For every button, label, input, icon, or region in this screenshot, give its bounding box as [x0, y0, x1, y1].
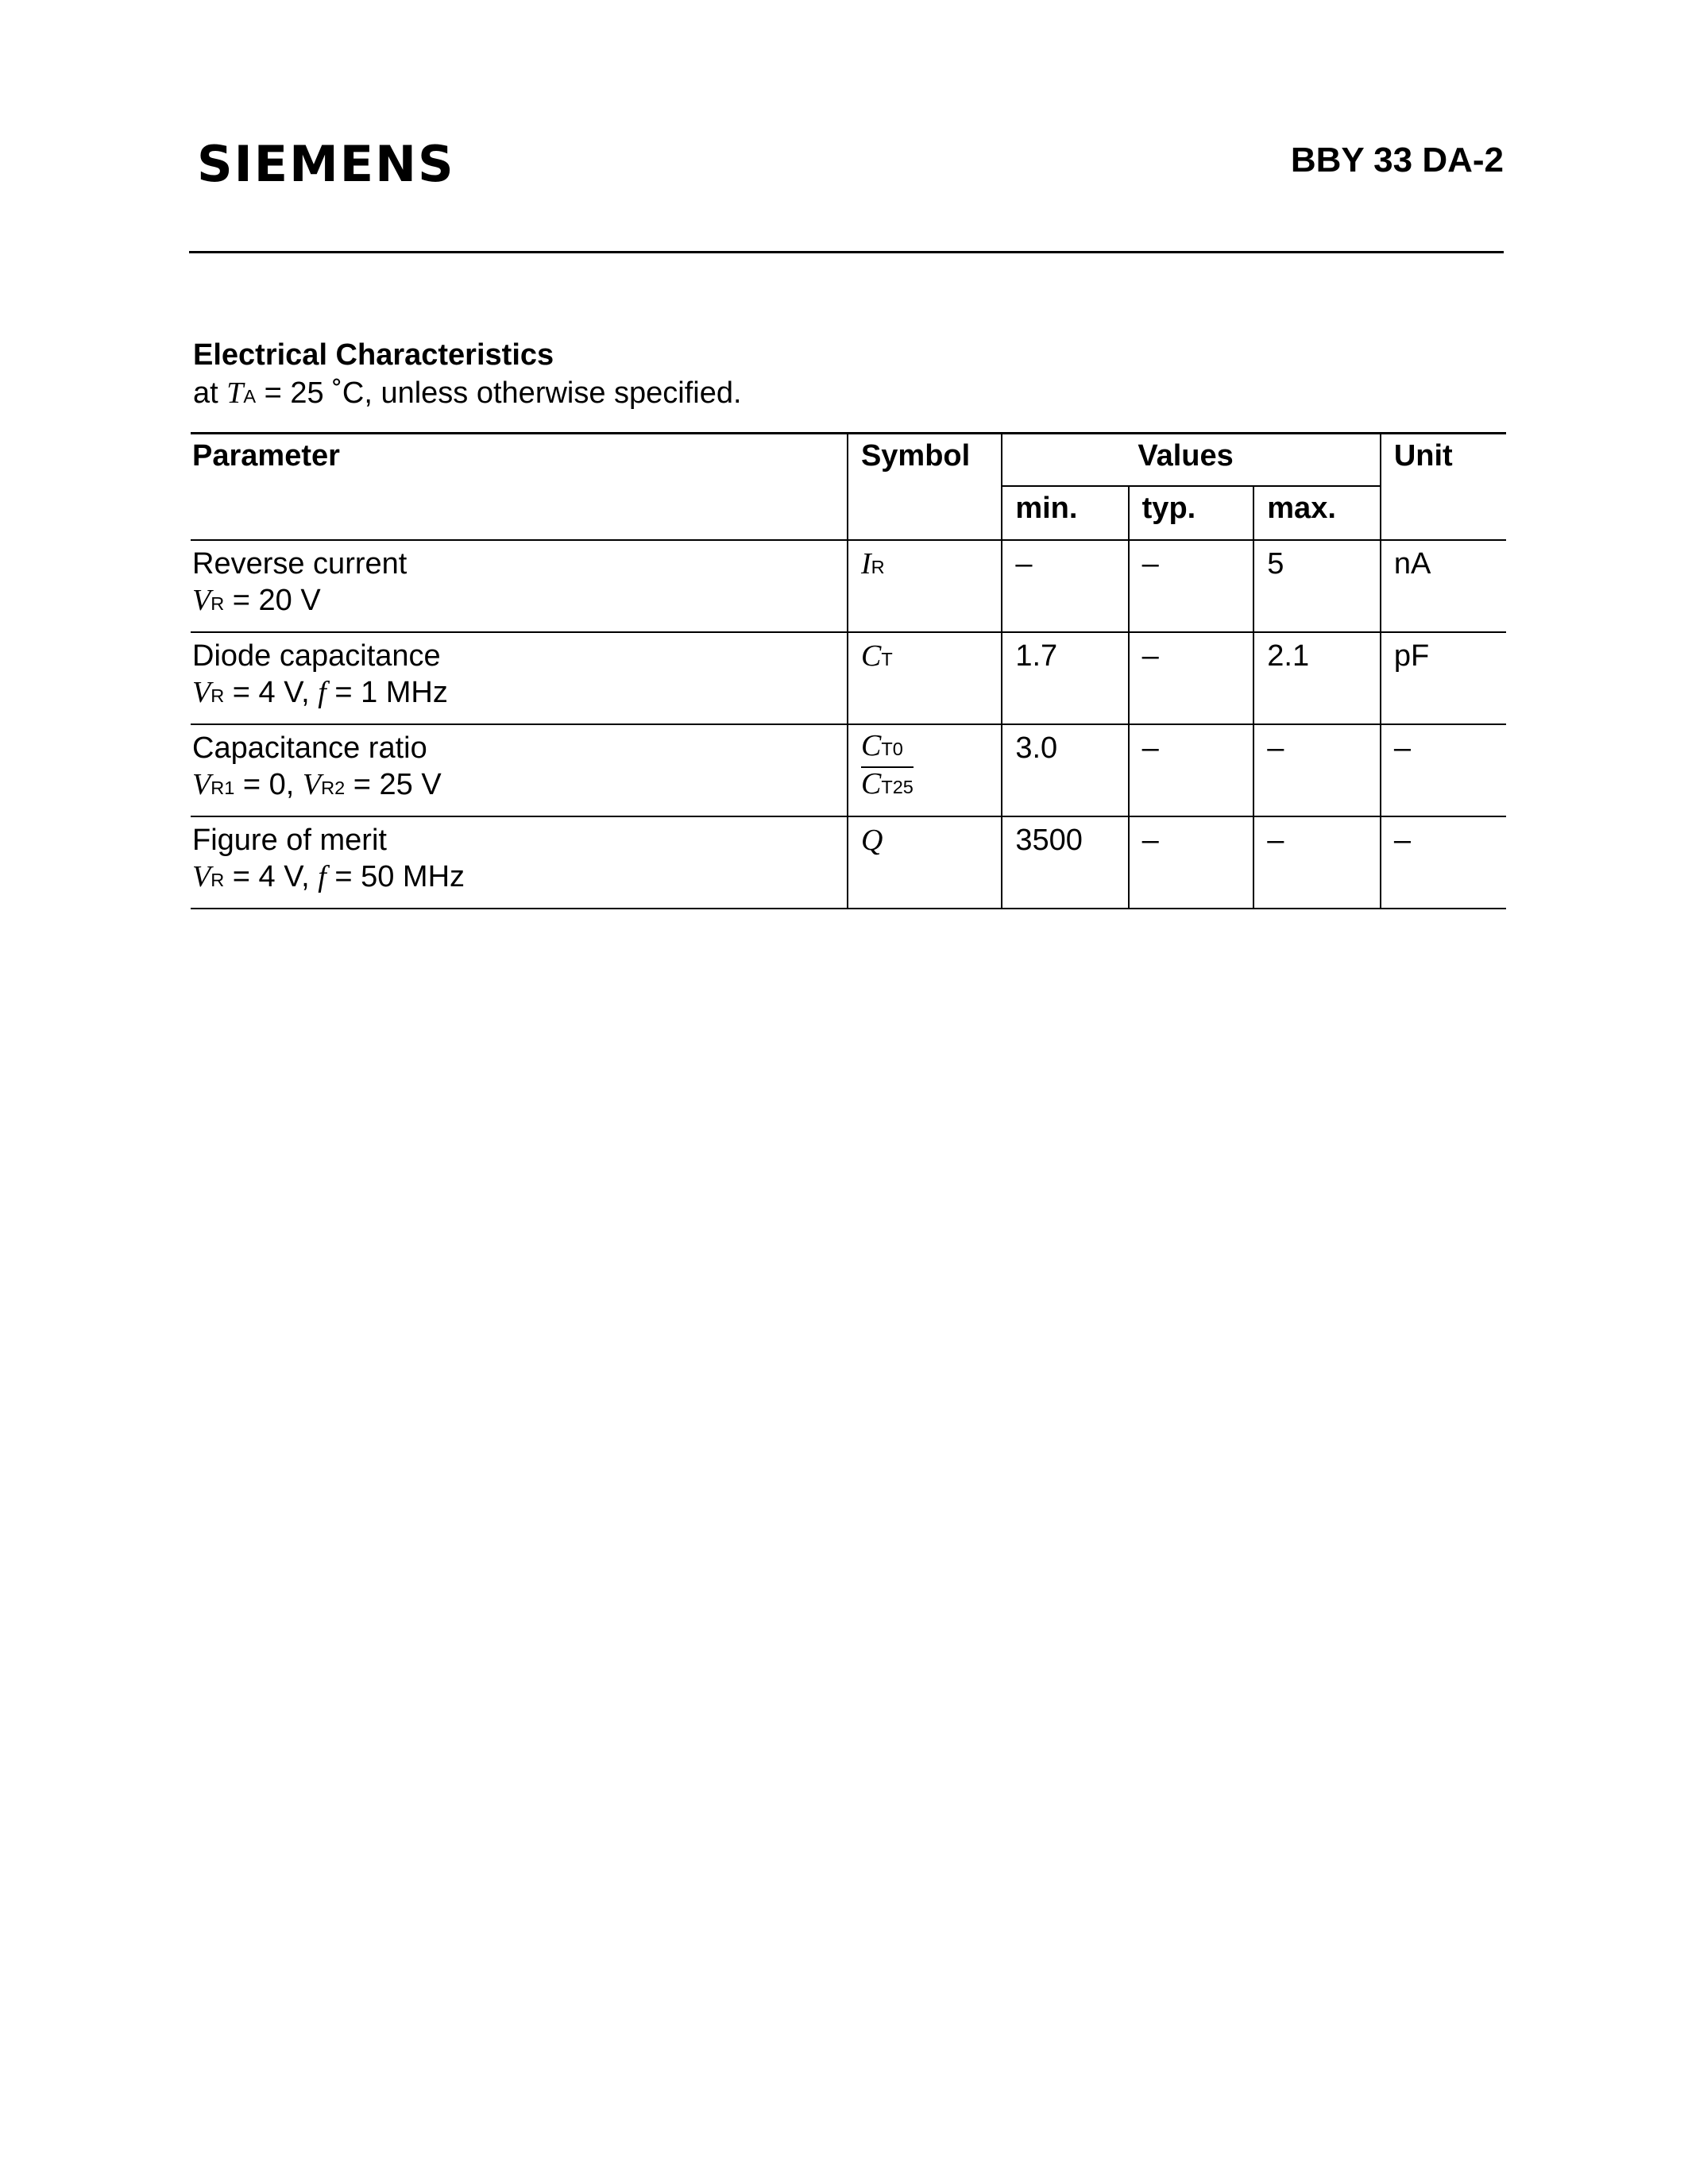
- symbol-subscript: T25: [881, 777, 914, 797]
- parameter-condition: [192, 582, 834, 622]
- symbol-fraction: [861, 730, 914, 803]
- min-cell: 3500: [1002, 816, 1128, 909]
- header-values: Values: [1002, 434, 1381, 487]
- parameter-cell: [191, 540, 848, 632]
- unit-cell: pF: [1381, 632, 1506, 724]
- symbol-cell: [848, 724, 1002, 816]
- parameter-name: Figure of merit: [192, 824, 387, 857]
- condition-text: = 25 V: [345, 768, 442, 801]
- condition-var: V: [302, 768, 322, 801]
- header-min: min.: [1002, 486, 1128, 540]
- table-header-row: [191, 434, 1506, 487]
- fraction-numerator: [861, 730, 914, 768]
- document-id: BBY 33 DA-2: [1290, 141, 1504, 179]
- symbol-var: Q: [860, 824, 883, 857]
- typ-cell: –: [1129, 724, 1254, 816]
- condition-var: V: [192, 860, 211, 893]
- table-row: [191, 632, 1506, 724]
- temperature-subscript: A: [243, 386, 257, 407]
- symbol-subscript: R: [871, 557, 885, 577]
- parameter-condition: [192, 859, 834, 898]
- condition-text: = 4 V,: [224, 860, 319, 893]
- section-title: Electrical Characteristics: [193, 338, 554, 372]
- symbol-cell: [848, 540, 1002, 632]
- symbol-var: C: [860, 639, 882, 673]
- symbol-cell: [848, 632, 1002, 724]
- condition-text: = 4 V,: [224, 676, 319, 709]
- parameter-name: Reverse current: [192, 547, 408, 581]
- parameter-name: Capacitance ratio: [192, 731, 427, 765]
- max-cell: 5: [1253, 540, 1381, 632]
- parameter-condition: [192, 674, 834, 714]
- conditions-prefix: at: [193, 376, 227, 410]
- header-max: max.: [1253, 486, 1381, 540]
- symbol-subscript: T0: [881, 739, 903, 759]
- max-cell: 2.1: [1253, 632, 1381, 724]
- symbol-var: C: [860, 767, 882, 801]
- temperature-var: T: [226, 376, 244, 410]
- header-typ: typ.: [1129, 486, 1254, 540]
- fraction-denominator: [861, 768, 914, 803]
- condition-text: = 1 MHz: [326, 676, 448, 709]
- unit-cell: nA: [1381, 540, 1506, 632]
- condition-var: f: [318, 860, 326, 893]
- parameter-condition: [192, 766, 834, 806]
- condition-subscript: R2: [321, 778, 346, 798]
- table-row: [191, 724, 1506, 816]
- typ-cell: –: [1129, 816, 1254, 909]
- condition-subscript: R1: [211, 778, 235, 798]
- max-cell: –: [1253, 816, 1381, 909]
- parameter-cell: [191, 724, 848, 816]
- header-parameter: Parameter: [191, 434, 848, 541]
- unit-cell: –: [1381, 724, 1506, 816]
- header-unit: Unit: [1381, 434, 1506, 541]
- condition-subscript: R: [211, 870, 225, 890]
- condition-text: = 20 V: [224, 584, 321, 617]
- parameter-name: Diode capacitance: [192, 639, 441, 673]
- min-cell: 1.7: [1002, 632, 1128, 724]
- siemens-logo: SIEMENS: [197, 135, 455, 193]
- table-row: [191, 540, 1506, 632]
- max-cell: –: [1253, 724, 1381, 816]
- condition-subscript: R: [211, 593, 225, 614]
- header-divider: [189, 251, 1504, 253]
- condition-var: f: [318, 676, 326, 709]
- symbol-cell: [848, 816, 1002, 909]
- section-conditions: [193, 378, 742, 408]
- conditions-suffix: = 25 ˚C, unless otherwise specified.: [256, 376, 742, 410]
- header-symbol: Symbol: [848, 434, 1002, 541]
- condition-var: V: [192, 676, 211, 709]
- temperature-symbol: [226, 376, 256, 410]
- typ-cell: –: [1129, 540, 1254, 632]
- condition-subscript: R: [211, 685, 225, 706]
- typ-cell: –: [1129, 632, 1254, 724]
- electrical-characteristics-table: [191, 432, 1506, 909]
- unit-cell: –: [1381, 816, 1506, 909]
- min-cell: 3.0: [1002, 724, 1128, 816]
- symbol-var: I: [860, 547, 871, 581]
- table-row: [191, 816, 1506, 909]
- condition-var: V: [192, 768, 211, 801]
- symbol-subscript: T: [881, 649, 893, 669]
- condition-var: V: [192, 584, 211, 617]
- parameter-cell: [191, 816, 848, 909]
- condition-text: = 0,: [234, 768, 303, 801]
- parameter-cell: [191, 632, 848, 724]
- min-cell: –: [1002, 540, 1128, 632]
- condition-text: = 50 MHz: [326, 860, 465, 893]
- symbol-var: C: [860, 729, 882, 762]
